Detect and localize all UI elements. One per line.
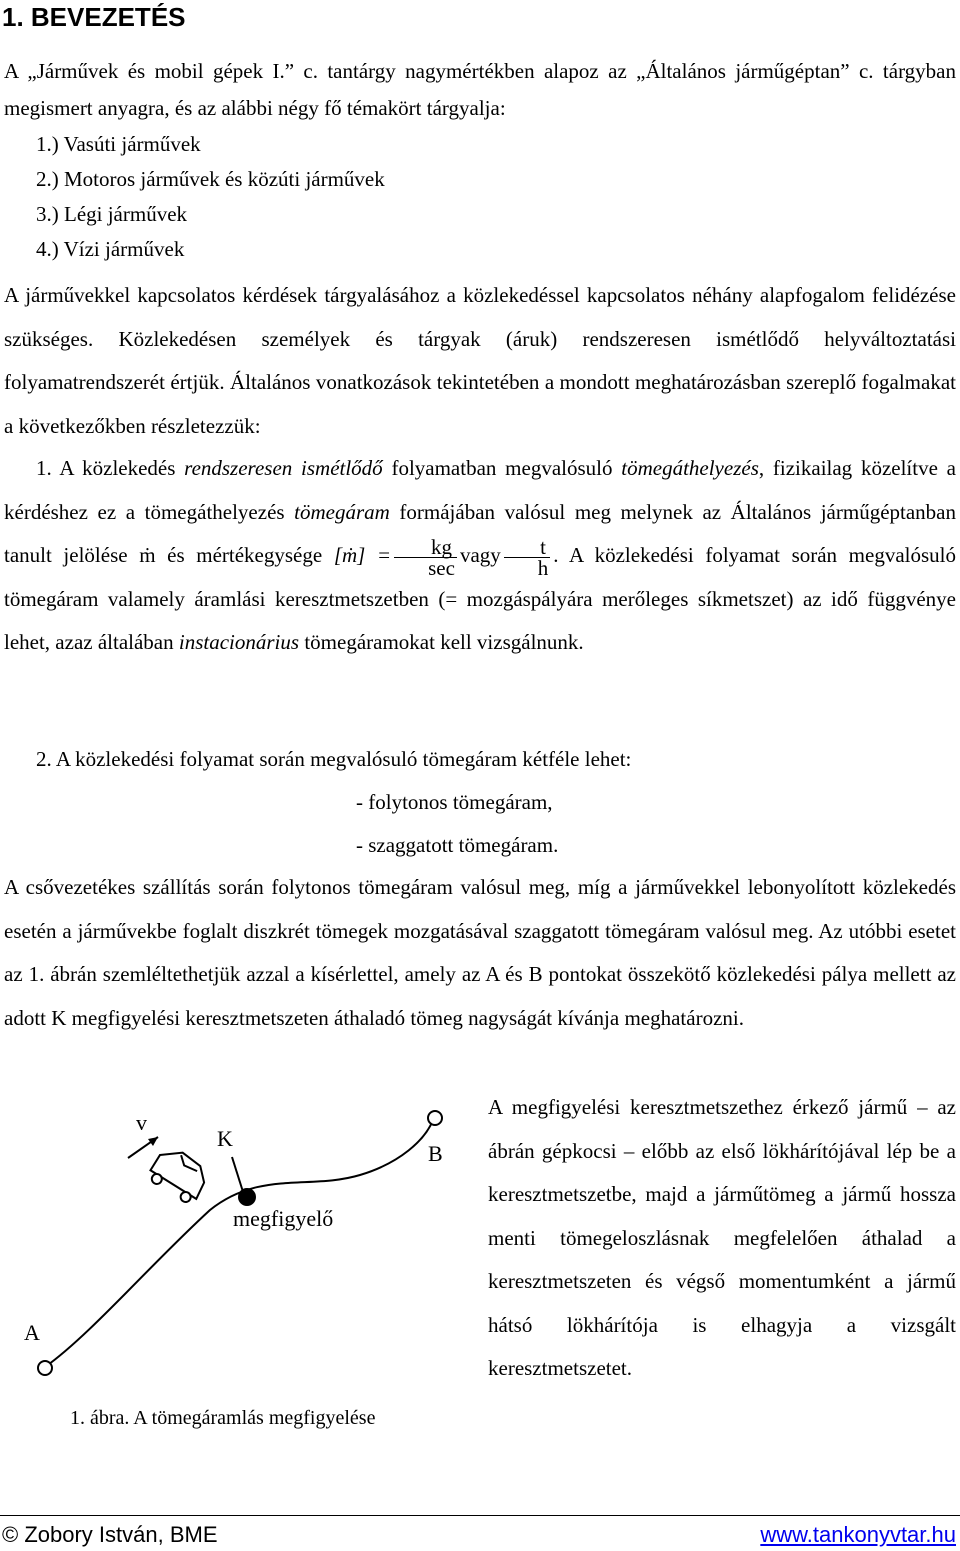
figure-label-v: v — [136, 1110, 147, 1135]
figure-caption: 1. ábra. A tömegáramlás megfigyelése — [70, 1407, 376, 1429]
car-icon — [146, 1143, 214, 1206]
figure-label-k: K — [217, 1126, 233, 1151]
footer-website-link[interactable]: www.tankonyvtar.hu — [760, 1522, 956, 1547]
mass-flow-figure — [0, 1095, 480, 1395]
figure-label-b: B — [428, 1141, 443, 1166]
kinds-intro: 2. A közlekedési folyamat során megvalósuló tömegáram kétféle lehet: — [36, 747, 632, 771]
topic-item: 4.) Vízi járművek — [36, 237, 185, 261]
topic-list — [36, 127, 385, 267]
observation-paragraph: A megfigyelési keresztmetszethez érkező jármű – az ábrán gépkocsi – előbb az első lökhárítójával lép be a keresztmetszetbe, majd a járműtömeg a jármű hossza menti tömegeloszlásnak megfelelően áthalad a keresztmetszeten és végső momentumként a jármű hátsó lökhárítója is elhagyja a vizsgált keresztmetszetet. — [488, 1095, 956, 1380]
mass-flow-symbol: ṁ — [139, 543, 156, 567]
figure-label-a: A — [24, 1320, 40, 1345]
topic-item: 1.) Vasúti járművek — [36, 132, 201, 156]
intro-paragraph: A „Járművek és mobil gépek I.” c. tantárgy nagymértékben alapoz az „Általános járműgéptan” c. tárgyban megismert anyagra, és az alábbi négy fő témakört tárgyalja: — [4, 59, 956, 120]
kind-item: - folytonos tömegáram, — [356, 790, 553, 814]
figure-label-observer: megfigyelő — [233, 1206, 334, 1231]
observer-dot — [238, 1188, 256, 1206]
footer-divider — [0, 1515, 960, 1516]
section-k-line — [232, 1157, 244, 1195]
topic-item: 2.) Motoros járművek és közúti járművek — [36, 167, 385, 191]
concepts-paragraph: A járművekkel kapcsolatos kérdések tárgyalásához a közlekedéssel kapcsolatos néhány alapfogalom felidézése szükséges. Közlekedésen személyek és tárgyak (áruk) rendszeresen ismétlődő helyváltoztatási folyamatrendszerét értjük. Általános vonatkozások tekintetében a mondott meghatározásban szereplő fogalmakat a következőkben részletezzük: — [4, 283, 956, 438]
point-b-marker — [428, 1111, 442, 1125]
section-heading: 1. BEVEZETÉS — [2, 2, 186, 32]
mass-flow-paragraph: 1. A közlekedés rendszeresen ismétlődő folyamatban megvalósuló tömegáthelyezés, fizikailag közelítve a kérdéshez ez a tömegáthelyezés tömegáram formájában valósul meg melynek az Általános járműgéptanban tanult jelölése ṁ és mértékegysége [ṁ] = $\frac{kg}{\sec}$ vagy $\frac{t}{h}$ . A közlekedési folyamat során megvalósuló tömegáram valamely áramlási keresztmetszetben (= mozgáspályára merőleges síkmetszet) az idő függvénye lehet, azaz általában instacionárius tömegáramokat kell vizsgálnunk. — [4, 456, 956, 655]
velocity-arrow-head — [148, 1137, 158, 1146]
footer-copyright: © Zobory István, BME — [2, 1522, 218, 1547]
kind-item: - szaggatott tömegáram. — [356, 833, 559, 857]
point-a-marker — [38, 1361, 52, 1375]
topic-item: 3.) Légi járművek — [36, 202, 188, 226]
unit-formula: [ṁ] = $\frac{kg}{\sec}$ vagy $\frac{t}{h}$ — [333, 534, 549, 580]
discrete-flow-paragraph: A csővezetékes szállítás során folytonos tömegáram valósul meg, míg a járművekkel lebonyolított közlekedés esetén a járművekbe foglalt diszkrét tömegek mozgatásával szaggatott tömegáram valósul meg. Az utóbbi esetet az 1. ábrán szemléltethetjük azzal a kísérlettel, amely az A és B pontokat összekötő közlekedési pálya mellett az adott K megfigyelési keresztmetszeten áthaladó tömeg nagyságát kívánja meghatározni. — [4, 875, 956, 1030]
track-path — [45, 1120, 433, 1367]
